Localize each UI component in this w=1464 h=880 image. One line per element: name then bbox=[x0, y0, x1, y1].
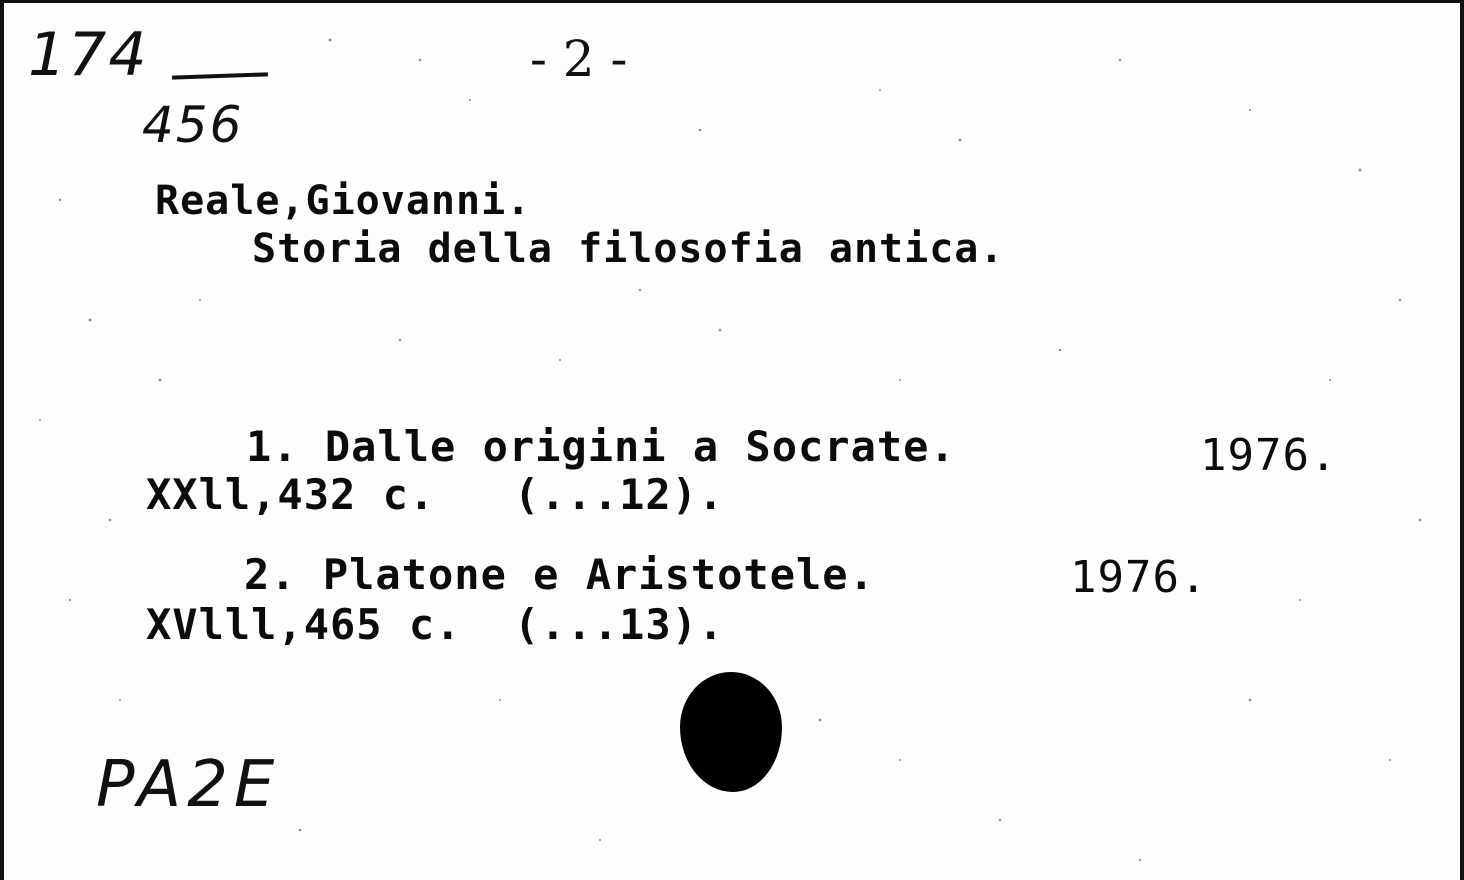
work-title: Storia della filosofia antica. bbox=[252, 226, 1005, 272]
volume-2-description: XVlll,465 c. (...13). bbox=[146, 600, 725, 649]
volume-1-title: 1. Dalle origini a Socrate. bbox=[246, 422, 956, 471]
shelf-mark-bottom: 456 bbox=[142, 96, 244, 154]
card-top-edge bbox=[0, 0, 1464, 3]
card-left-edge bbox=[0, 0, 4, 880]
volume-2-year: 1976. bbox=[1070, 552, 1208, 603]
shelf-mark-rule bbox=[172, 72, 268, 79]
author-heading: Reale,Giovanni. bbox=[155, 178, 532, 224]
volume-1-description: XXll,432 c. (...12). bbox=[146, 470, 725, 519]
call-mark: PA2E bbox=[96, 748, 281, 822]
volume-1-year: 1976. bbox=[1200, 430, 1338, 481]
page-number: - 2 - bbox=[530, 30, 628, 88]
volume-2-title: 2. Platone e Aristotele. bbox=[244, 550, 875, 599]
shelf-mark-top: 174 bbox=[28, 20, 149, 90]
card-punch-hole bbox=[680, 672, 782, 792]
card-right-edge bbox=[1460, 0, 1464, 880]
